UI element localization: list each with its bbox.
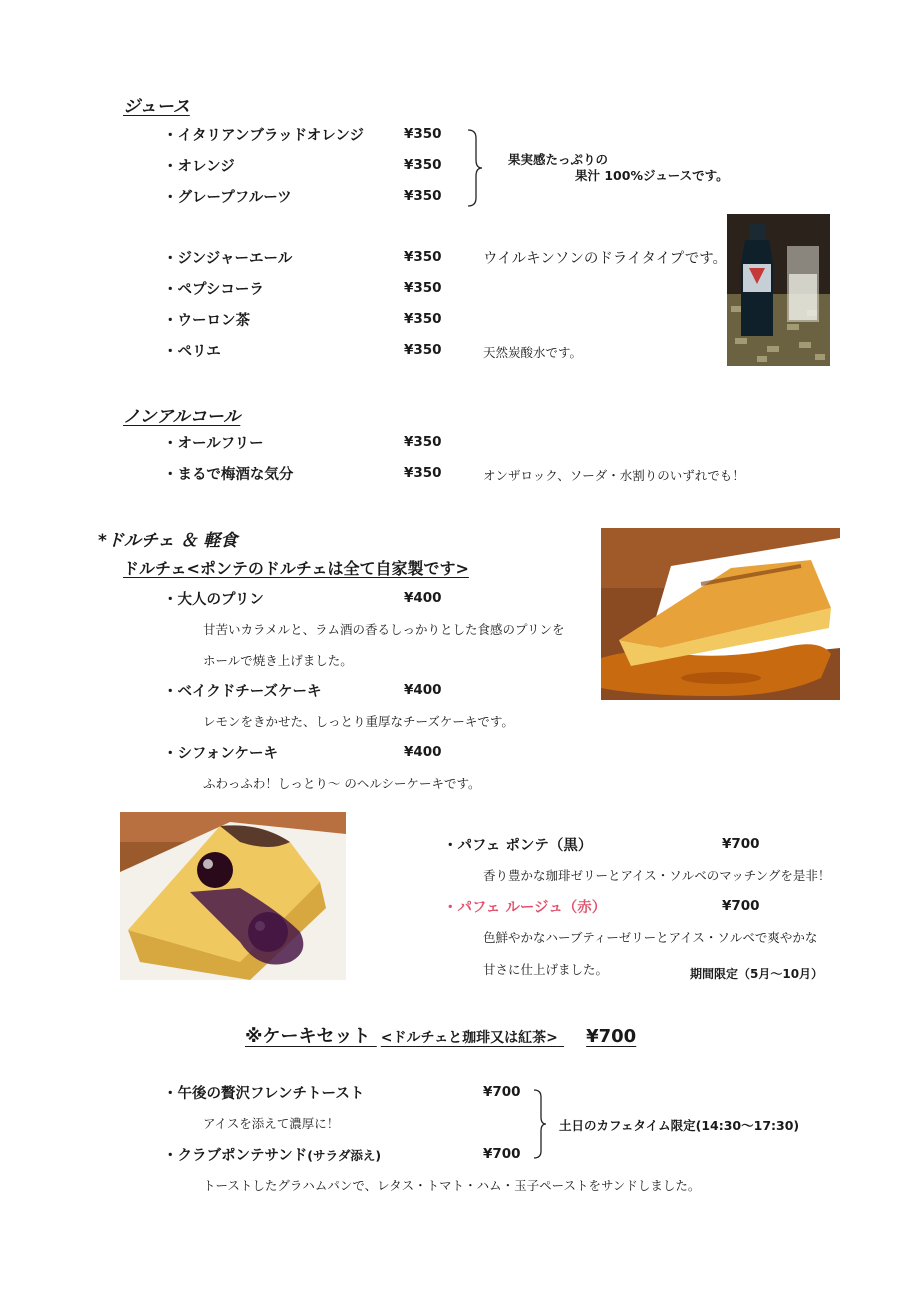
bottle-photo	[727, 214, 830, 366]
menu-item-price: ¥700	[483, 1146, 521, 1162]
menu-item-price: ¥350	[404, 465, 442, 481]
menu-item-name: ・ベイクドチーズケーキ	[163, 684, 322, 700]
menu-item-price: ¥350	[404, 280, 442, 296]
menu-item-price: ¥700	[722, 836, 760, 852]
menu-item-price: ¥400	[404, 682, 442, 698]
cake-set-price: ¥700	[586, 1026, 637, 1047]
nonalcohol-heading: ノンアルコール	[123, 407, 241, 427]
menu-item-price: ¥350	[404, 311, 442, 327]
menu-item-name: ・まるで梅酒な気分	[163, 467, 294, 483]
menu-item-name: ・ペリエ	[163, 344, 221, 360]
light-meal-brace-icon	[532, 1088, 548, 1160]
menu-item-price: ¥700	[483, 1084, 521, 1100]
menu-item-price: ¥350	[404, 434, 442, 450]
menu-item-desc: アイスを添えて濃厚に！	[203, 1116, 340, 1131]
dolce-section-heading: *ドルチェ ＆ 軽食	[98, 531, 238, 551]
cafe-time-note: 土日のカフェタイム限定(14:30～17:30)	[559, 1118, 800, 1133]
menu-item-price: ¥350	[404, 188, 442, 204]
club-sandwich-name: ・クラブポンテサンド	[163, 1148, 308, 1164]
menu-item-name: ・オレンジ	[163, 159, 235, 175]
ginger-ale-note: ウイルキンソンのドライタイプです。	[483, 251, 728, 267]
menu-item-price: ¥400	[404, 744, 442, 760]
menu-item-name: ・シフォンケーキ	[163, 746, 278, 762]
limited-period-note: 期間限定（5月～10月）	[690, 967, 824, 981]
cheesecake-photo	[120, 812, 346, 980]
menu-item-desc: ホールで焼き上げました。	[203, 653, 353, 668]
menu-item-price: ¥350	[404, 342, 442, 358]
menu-item-desc: ふわっふわ！しっとり～ のヘルシーケーキです。	[203, 776, 481, 791]
menu-item-desc: 香り豊かな珈琲ゼリーとアイス・ソルベのマッチングを是非！	[483, 868, 831, 883]
menu-item-name: ・パフェ ルージュ（赤）	[443, 900, 607, 916]
menu-item-name: ・ウーロン茶	[163, 313, 250, 329]
menu-item-name: ・パフェ ポンテ（黒）	[443, 838, 593, 854]
menu-item-name: ・午後の贅沢フレンチトースト	[163, 1086, 365, 1102]
menu-item-price: ¥700	[722, 898, 760, 914]
menu-item-name: ・オールフリー	[163, 436, 264, 452]
club-sandwich-suffix: (サラダ添え)	[307, 1148, 382, 1163]
menu-item-name: ・イタリアンブラッドオレンジ	[163, 128, 364, 144]
umeshu-note: オンザロック、ソーダ・水割りのいずれでも！	[483, 468, 745, 483]
menu-item-name: ・グレープフルーツ	[163, 190, 292, 206]
menu-item-desc: 甘さに仕上げました。	[483, 962, 609, 977]
cake-set-title-text: ※ケーキセット	[245, 1026, 371, 1047]
juice-heading: ジュース	[123, 97, 190, 117]
cake-set-subtitle: <ドルチェと珈琲又は紅茶>	[380, 1030, 558, 1046]
menu-item-name: ・大人のプリン	[163, 592, 264, 608]
juice-note-line2: 果汁 100%ジュースです。	[575, 168, 729, 183]
menu-item-name: ・ペプシコーラ	[163, 282, 264, 298]
menu-item-price: ¥400	[404, 590, 442, 606]
menu-item-name	[163, 1144, 381, 1165]
menu-item-desc: 色鮮やかなハーブティーゼリーとアイス・ソルベで爽やかな	[483, 930, 818, 945]
menu-item-name: ・ジンジャーエール	[163, 251, 293, 267]
dolce-subheading: ドルチェ<ポンテのドルチェは全て自家製です>	[123, 559, 469, 578]
menu-item-desc: 甘苦いカラメルと、ラム酒の香るしっかりとした食感のプリンを	[203, 622, 565, 637]
menu-item-price: ¥350	[404, 249, 442, 265]
perrier-note: 天然炭酸水です。	[483, 345, 583, 360]
cake-set-title	[245, 1022, 636, 1048]
menu-item-price: ¥350	[404, 126, 442, 142]
menu-item-price: ¥350	[404, 157, 442, 173]
menu-item-desc: トーストしたグラハムパンで、レタス・トマト・ハム・玉子ペーストをサンドしました。	[203, 1178, 701, 1193]
menu-item-desc: レモンをきかせた、しっとり重厚なチーズケーキです。	[203, 714, 514, 729]
juice-note-line1: 果実感たっぷりの	[508, 152, 609, 167]
juice-brace-icon	[466, 128, 484, 208]
pudding-photo	[601, 528, 840, 700]
